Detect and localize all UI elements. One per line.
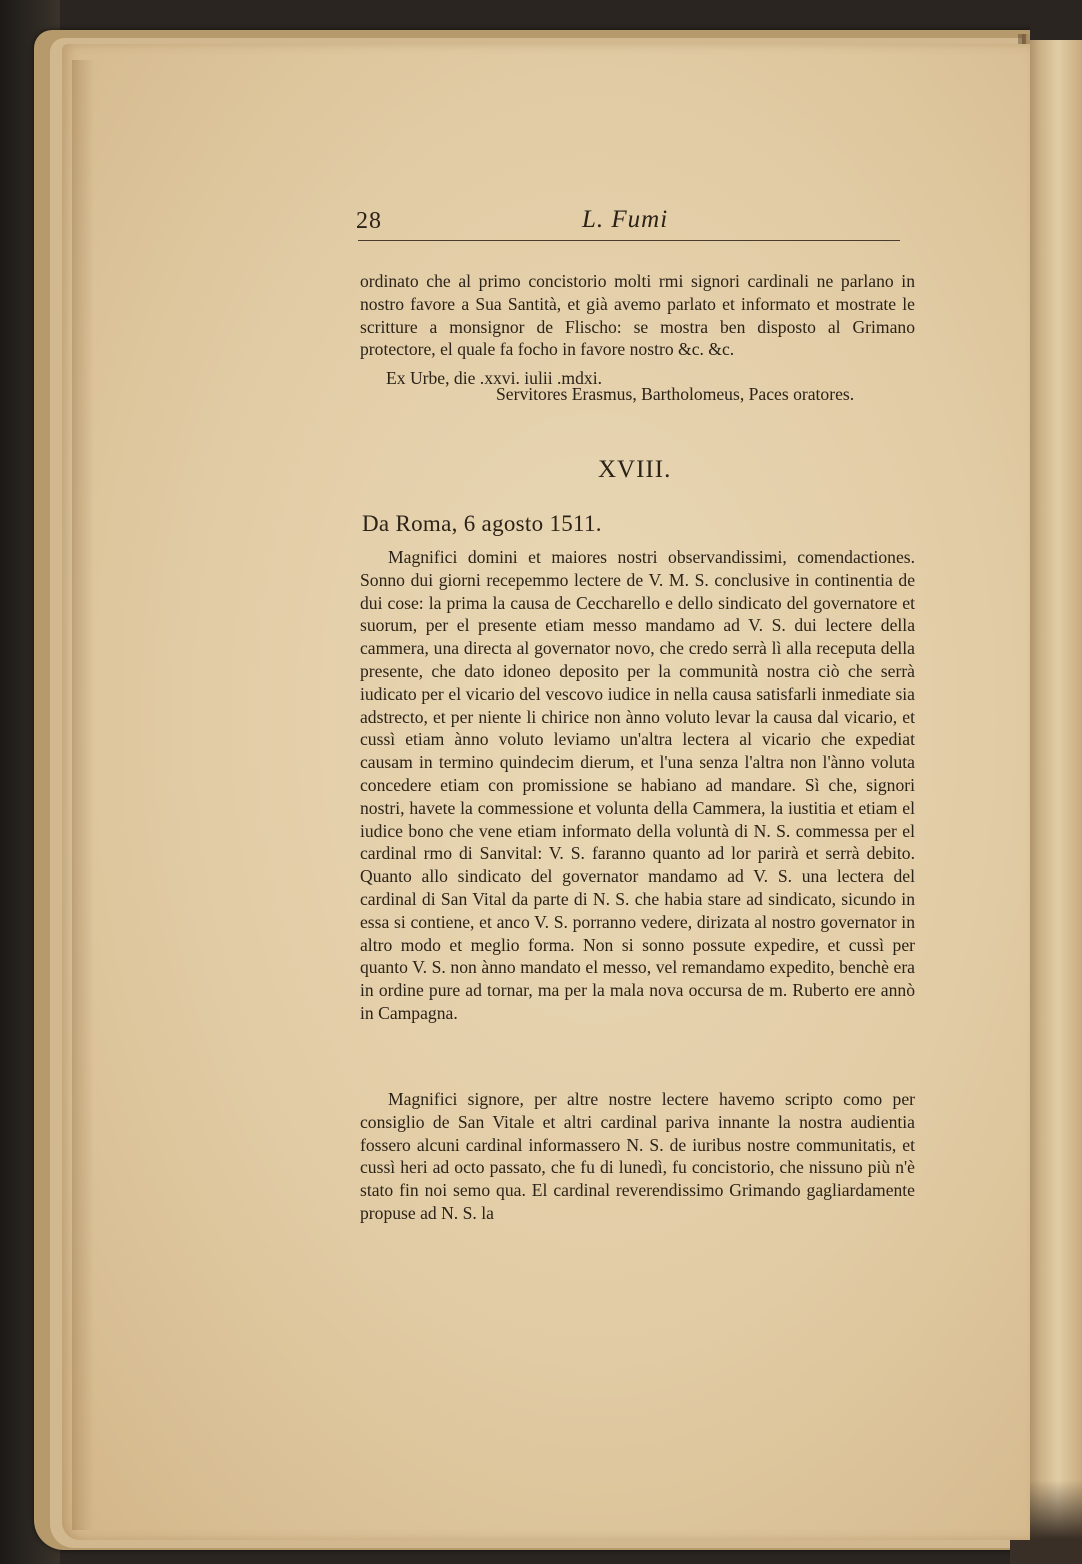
prev-letter-text: ordinato che al primo concistorio molti rmi signori cardinali ne parlano in nostro favore a Sua Santità, et già avemo parlato et informato et mostrate le scritture a monsignor de Flischo: se mostra ben disposto al Grimano protectore, el quale fa focho in favore nostro &c. &c. [360,271,915,360]
prev-letter-signature: Servitores Erasmus, Bartholomeus, Paces oratores. [496,384,855,404]
body-paragraph-1: Magnifici domini et maiores nostri observandissimi, comendactiones. Sonno dui giorni recepemmo lectere de V. M. S. conclusive in continentia de dui cose: la prima la causa de Ceccharello e dello sindicato del governatore et suorum, per el presente etiam messo mandamo ad V. S. dui lectere della cammera, una directa al governator novo, che credo serrà lì alla receputa della presente, che dato idoneo deposito per la communità nostra ciò che serrà iudicato per el vicario del vescovo iudice in nella causa satisfarli inmediate sia adstrecto, et per niente li chirice non ànno voluto levar la causa dal vicario, et cussì etiam ànno voluto leviamo un'altra lectera al vicario che expediat causam in termino quindecim dierum, et l'una senza l'altra non l'ànno voluta concedere etiam con promissione se habiano ad mandare. Sì che, signori nostri, havete la commessione et volunta della Cammera, la iustitia et etiam el iudice bono che vene etiam informato della voluntà di N. S. commessa per el cardinal rmo di Sanvital: V. S. faranno quanto ad lor parirà et serrà debito. Quanto allo sindicato del governator mandamo ad V. S. una lectera del cardinal di San Vital da parte di N. S. che habia stare ad sindicato, sicundo in essa si contiene, et anco V. S. porranno vedere, dirizata al nostro governator in altro modo et meglio forma. Non si sonno possute expedire, et cussì per quanto V. S. non ànno mandato el messo, vel remandamo expedito, benchè era in ordine pure ad tornar, ma per la mala nova occursa de m. Ruberto ere annò in Campagna. [360,547,915,1023]
running-head-author: L. Fumi [582,206,669,233]
body-paragraph-2: Magnifici signore, per altre nostre lectere havemo scripto como per consiglio de San Vitale et altri cardinal pariva innante la nostra audientia fossero alcuni cardinal informassero N. S. de iuribus nostre communitatis, et cussì heri ad octo passato, che fu di lunedì, fu concistorio, che nissuno più n'è stato fin noi semo qua. El cardinal reverendissimo Grimando gagliardamente propuse ad N. S. la [360,1089,915,1223]
section-number: XVIII. [598,456,672,483]
prev-letter-date-line: Ex Urbe, die .xxvi. iulii .mdxi. [386,368,602,388]
page-number: 28 [356,208,382,234]
running-head-rule [358,240,900,241]
running-head [356,206,900,240]
letter-heading: Da Roma, 6 agosto 1511. [362,511,602,536]
